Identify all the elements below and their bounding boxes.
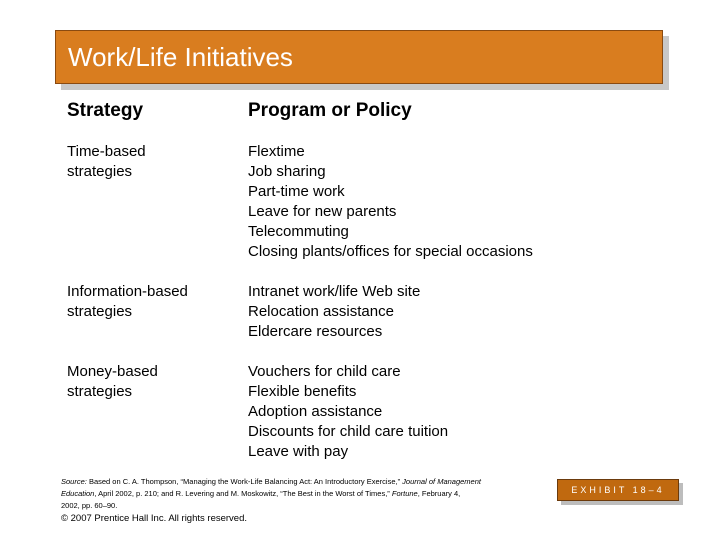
- source-text-1: Based on C. A. Thompson, “Managing the Work-Life Balancing Act: An Introductory Exercise,”: [86, 477, 403, 486]
- exhibit-badge: [557, 479, 679, 501]
- page-title: Work/Life Initiatives: [68, 41, 293, 72]
- source-text-3: , February 4, 2002, pp. 60–90.: [61, 489, 461, 510]
- strategy-line: Information-based: [67, 283, 188, 300]
- program-item: Vouchers for child care: [248, 363, 401, 380]
- program-item: Flexible benefits: [248, 383, 357, 400]
- program-item: Discounts for child care tuition: [248, 423, 449, 440]
- strategy-line: strategies: [67, 303, 133, 320]
- strategy-cell: [67, 282, 237, 322]
- program-item: Leave for new parents: [248, 203, 397, 220]
- program-column-header: Program or Policy: [248, 100, 412, 121]
- source-text-2: , April 2002, p. 210; and R. Levering and M. Moskowitz, “The Best in the Worst of Times,”: [94, 489, 392, 498]
- strategy-line: strategies: [67, 383, 133, 400]
- strategy-line: Time-based: [67, 143, 146, 160]
- strategy-cell: [67, 362, 237, 402]
- program-item: Leave with pay: [248, 443, 349, 460]
- program-list: [248, 282, 688, 342]
- source-label: Source:: [61, 477, 87, 486]
- program-item: Part-time work: [248, 183, 345, 200]
- program-list: [248, 362, 688, 462]
- program-item: Job sharing: [248, 163, 326, 180]
- source-citation: [61, 476, 481, 512]
- program-item: Telecommuting: [248, 223, 349, 240]
- program-item: Flextime: [248, 143, 305, 160]
- exhibit-label: EXHIBIT 18–4: [571, 485, 665, 495]
- strategy-column-header: Strategy: [67, 100, 144, 121]
- copyright-notice: © 2007 Prentice Hall Inc. All rights reserved.: [61, 513, 248, 524]
- strategy-cell: [67, 142, 237, 182]
- program-item: Adoption assistance: [248, 403, 383, 420]
- program-item: Intranet work/life Web site: [248, 283, 421, 300]
- program-item: Relocation assistance: [248, 303, 394, 320]
- program-item: Closing plants/offices for special occasions: [248, 243, 533, 260]
- strategy-line: Money-based: [67, 363, 158, 380]
- source-journal: Journal of Management Education: [61, 477, 481, 498]
- title-bar: [55, 30, 663, 84]
- strategy-line: strategies: [67, 163, 133, 180]
- source-magazine: Fortune: [391, 489, 418, 498]
- program-list: [248, 142, 688, 262]
- program-item: Eldercare resources: [248, 323, 383, 340]
